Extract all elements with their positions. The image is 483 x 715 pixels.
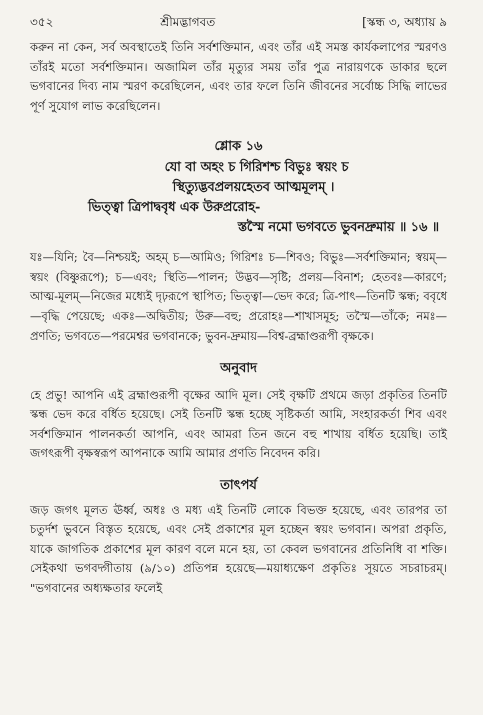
verse-line: স্থিত্যুদ্ভবপ্রলয়হেতব আত্মমূলম্ ।: [172, 180, 335, 195]
page-header: [30, 14, 447, 38]
translation-text: হে প্রভু! আপনি এই ব্রহ্মাণ্ডরূপী বৃক্ষের আদি মূল। সেই বৃক্ষটি প্রথমে জড়া প্রকৃতির তিনটি স্কন্ধ ভেদ করে বর্ধিত হয়েছে। সেই তিনটি স্কন্ধ হচ্ছে সৃষ্টিকর্তা আমি, সংহারকর্তা শিব এবং সর্বশক্তিমান পালনকর্তা আপনি, এবং আমরা তিন জনে বহু শাখায় বর্ধিত হয়েছি। তাই জগৎরূপী বৃক্ষস্বরূপ আপনাকে আমি আমার প্রণতি নিবেদন করি।: [30, 387, 447, 461]
purport-heading: তাৎপর্য: [220, 477, 257, 493]
verse-line: ভিত্ত্বা ত্রিপাদ্ববৃধ এক উরুপ্ররোহ-: [88, 200, 261, 215]
verse-line: যো বা অহং চ গিরিশশ্চ বিভুঃ স্বয়ং চ: [164, 160, 349, 175]
word-synonyms: যঃ—যিনি; বৈ—নিশ্চয়ই; অহম্ চ—আমিও; গিরিশঃ চ—শিবও; বিভুঃ—সর্বশক্তিমান; স্বয়ম্—স্বয়ং (বিষ্ণুরূপে); চ—এবং; স্থিতি—পালন; উদ্ভব—সৃষ্টি; প্রলয়—বিনাশ; হেতবঃ—কারণে; আত্ম-মূলম্—নিজের মধ্যেই দৃঢ়রূপে স্থাপিত; ভিত্ত্বা—ভেদ করে; ত্রি-পাৎ—তিনটি স্কন্ধ; ববৃধে—বৃদ্ধি পেয়েছে; একঃ—অদ্বিতীয়; উরু—বহু; প্ররোহঃ—শাখাসমূহ; তস্মৈ—তাঁকে; নমঃ—প্রণতি; ভগবতে—পরমেশ্বর ভগবানকে; ভুবন-দ্রুমায়—বিশ্ব-ব্রহ্মাণ্ডরূপী বৃক্ষকে।: [30, 250, 447, 343]
book-title: শ্রীমদ্ভাগবত: [160, 15, 216, 29]
verse-line: স্তস্মৈ নমো ভগবতে ভুবনদ্রুমায় ॥ ১৬ ॥: [237, 220, 439, 235]
intro-paragraph: করুন না কেন, সর্ব অবস্থাতেই তিনি সর্বশক্তিমান, এবং তাঁর এই সমস্ত কার্যকলাপের স্মরণও তাঁরই মতো সর্বশক্তিমান। অজামিল তাঁর মৃত্যুর সময় তাঁর পুত্র নারায়ণকে ডাকার ছলে ভগবানের দিব্য নাম স্মরণ করেছিলেন, এবং তার ফলে তিনি জীবনের সর্বোচ্চ সিদ্ধি লাভের পূর্ণ সুযোগ লাভ করেছিলেন।: [30, 40, 447, 113]
canto-chapter: [স্কন্ধ ৩, অধ্যায় ৯: [362, 15, 447, 29]
page-number: ৩৫২: [30, 15, 54, 29]
translation-heading: অনুবাদ: [220, 360, 257, 376]
purport-text: জড় জগৎ মূলত ঊর্ধ্ব, অধঃ ও মধ্য এই তিনটি লোকে বিভক্ত হয়েছে, এবং তারপর তা চতুর্দশ ভুবনে বিস্তৃত হয়েছে, এবং সেই প্রকাশের মূল হচ্ছেন স্বয়ং ভগবান। অপরা প্রকৃতি, যাকে জাগতিক প্রকাশের মূল কারণ বলে মনে হয়, তা কেবল ভগবানের প্রতিনিধি বা শক্তি। সেইকথা ভগবদ্গীতায় (৯/১০) প্রতিপন্ন হয়েছে—ময়াধ্যক্ষেণ প্রকৃতিঃ সূয়তে সচরাচরম্। "ভগবানের অধ্যক্ষতার ফলেই: [30, 502, 447, 595]
verse-heading: শ্লোক ১৬: [214, 139, 263, 154]
